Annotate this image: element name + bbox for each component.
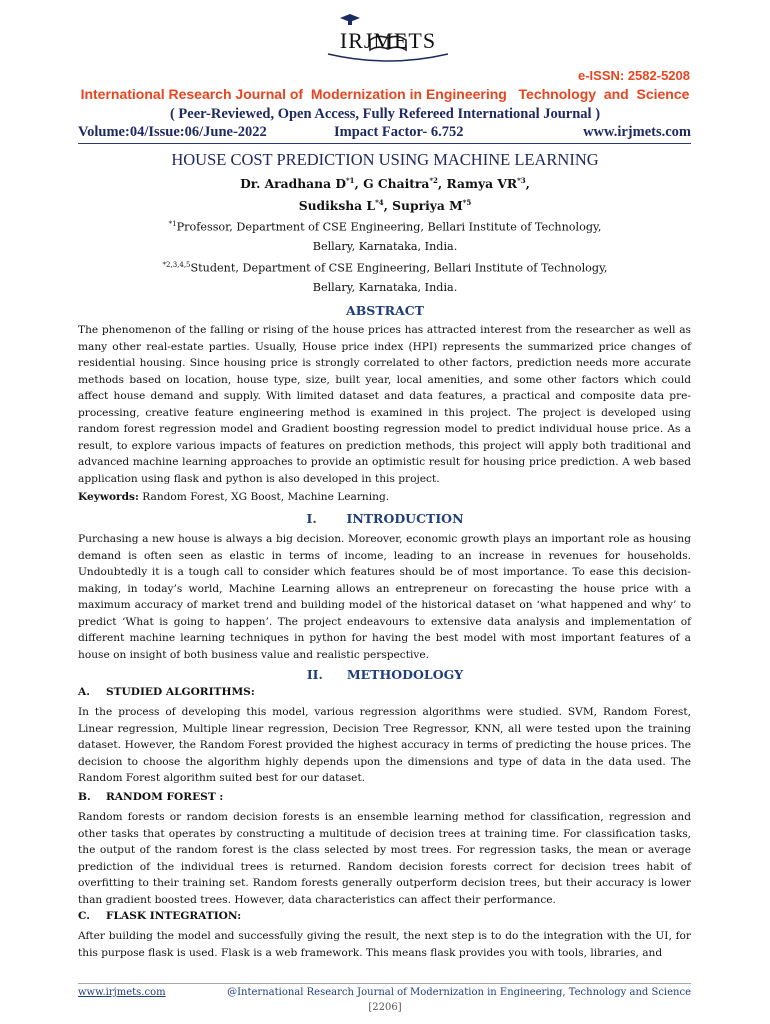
- header-divider: [78, 143, 691, 144]
- journal-logo: [318, 14, 458, 64]
- e-issn: e-ISSN: 2582-5208: [577, 68, 690, 83]
- subsection-a-heading: A. STUDIED ALGORITHMS:: [78, 686, 255, 698]
- affiliation-2-line-2: Bellary, Karnataka, India.: [312, 281, 458, 294]
- paper-title: HOUSE COST PREDICTION USING MACHINE LEARNING: [171, 150, 599, 169]
- authors-line-2: Sudiksha $L^{*4}$, Supriya $M^{*5}$: [298, 198, 472, 214]
- peer-reviewed-line: ( Peer-Reviewed, Open Access, Fully Refereed International Journal ): [169, 106, 601, 122]
- introduction-heading: [0, 511, 770, 526]
- section-number: II.: [306, 667, 323, 682]
- footer-website-link[interactable]: www.irjmets.com: [78, 987, 166, 998]
- methodology-heading: [0, 667, 770, 682]
- authors-line-1: Dr. Aradhana $D^{*1}$, G Chaitra$^{*2}$, Ramya VR$^{*3}$,: [240, 176, 530, 192]
- subsection-a-text: In the process of developing this model, various regression algorithms were studied. SVM, Random Forest, Linear regression, Multiple linear regression, Decision Tree Regressor, KNN, all were tested upon the training dataset. However, the Random Forest provided the highest accuracy in terms of predicting the house prices. The decision to choose the algorithm highly depends upon the dimensions and type of data in the data used. The Random Forest algorithm suited best for our dataset.: [78, 706, 691, 784]
- affiliation-1-line-1: $^{*1}$Professor, Department of CSE Engineering, Bellari Institute of Technology,: [168, 220, 602, 234]
- keywords-line: [78, 489, 691, 506]
- abstract-text: The phenomenon of the falling or rising of the house prices has attracted interest from the researcher as well as many other real-estate parties. Usually, House price index (HPI) represents the summarized price changes of residential housing. Since housing price is strongly correlated to other factors, prediction needs more accurate methods based on location, house type, size, built year, local amenities, and some other factors which could affect house demand and supply. With limited dataset and data features, a practical and composite data pre-processing, creative feature engineering method is examined in this project. The project is developed using random forest regression model and Gradient boosting regression model to predict individual house price. As a result, to explore various impacts of features on prediction methods, this project will apply both traditional and advanced machine learning approaches to provide an optimistic result for housing price prediction. A web based application using flask and python is also developed in this project.: [78, 324, 691, 485]
- abstract-heading: ABSTRACT: [346, 303, 424, 318]
- affiliation-2-line-1: $^{*2,3,4,5}$Student, Department of CSE Engineering, Bellari Institute of Technology,: [162, 261, 608, 275]
- affiliation-1-line-2: Bellary, Karnataka, India.: [312, 240, 458, 253]
- page-number: [2206]: [368, 1002, 402, 1013]
- volume-issue: Volume:04/Issue:06/June-2022: [78, 124, 267, 140]
- subsection-c-text: After building the model and successfully giving the result, the next step is to do the integration with the UI, for this purpose flask is used. Flask is a web framework. This means flask provides you with tools, libraries, and: [78, 930, 691, 959]
- keywords-values: Random Forest, XG Boost, Machine Learning.: [138, 491, 390, 503]
- section-title: INTRODUCTION: [346, 511, 464, 526]
- journal-name: International Research Journal of Modernization in Engineering Technology and Science: [80, 86, 690, 102]
- footer-divider: [78, 983, 691, 984]
- subsection-b-text: Random forests or random decision forests is an ensemble learning method for classification, regression and other tasks that operates by constructing a multitude of decision trees at training time. For classification tasks, the output of the random forest is the class selected by most trees. For regression tasks, the mean or average prediction of the individual trees is returned. Random decision forests correct for decision trees habit of overfitting to their training set. Random forests generally outperform decision trees, but their accuracy is lower than gradient boosted trees. However, data characteristics can affect their performance.: [78, 811, 691, 906]
- subsection-b-heading: B. RANDOM FOREST :: [78, 791, 224, 803]
- section-number: I.: [306, 511, 317, 526]
- logo-text: IRJMETS: [339, 28, 437, 53]
- introduction-text: Purchasing a new house is always a big decision. Moreover, economic growth plays an important role as housing demand is often seen as elastic in terms of income, leading to an increase in revenues for households. Undoubtedly it is a tough call to consider which features should be of most importance. To ease this decision-making, in today’s world, Machine Learning allows an entrepreneur on forecasting the house price with a maximum accuracy of market trend and building model of the historical dataset on ‘what happened and why’ to predict ‘What is going to happen’. The project endeavours to extensive data analysis and implementation of different machine learning techniques in python for having the best model with most important features of a house on insight of both business value and realistic perspective.: [78, 533, 691, 661]
- footer-copyright: @International Research Journal of Modernization in Engineering, Technology and Science: [227, 987, 691, 998]
- section-title: METHODOLOGY: [346, 667, 464, 682]
- impact-factor: Impact Factor- 6.752: [334, 124, 464, 140]
- keywords-label: Keywords:: [78, 491, 139, 503]
- journal-website[interactable]: www.irjmets.com: [583, 124, 691, 140]
- subsection-c-heading: C. FLASK INTEGRATION:: [78, 910, 242, 922]
